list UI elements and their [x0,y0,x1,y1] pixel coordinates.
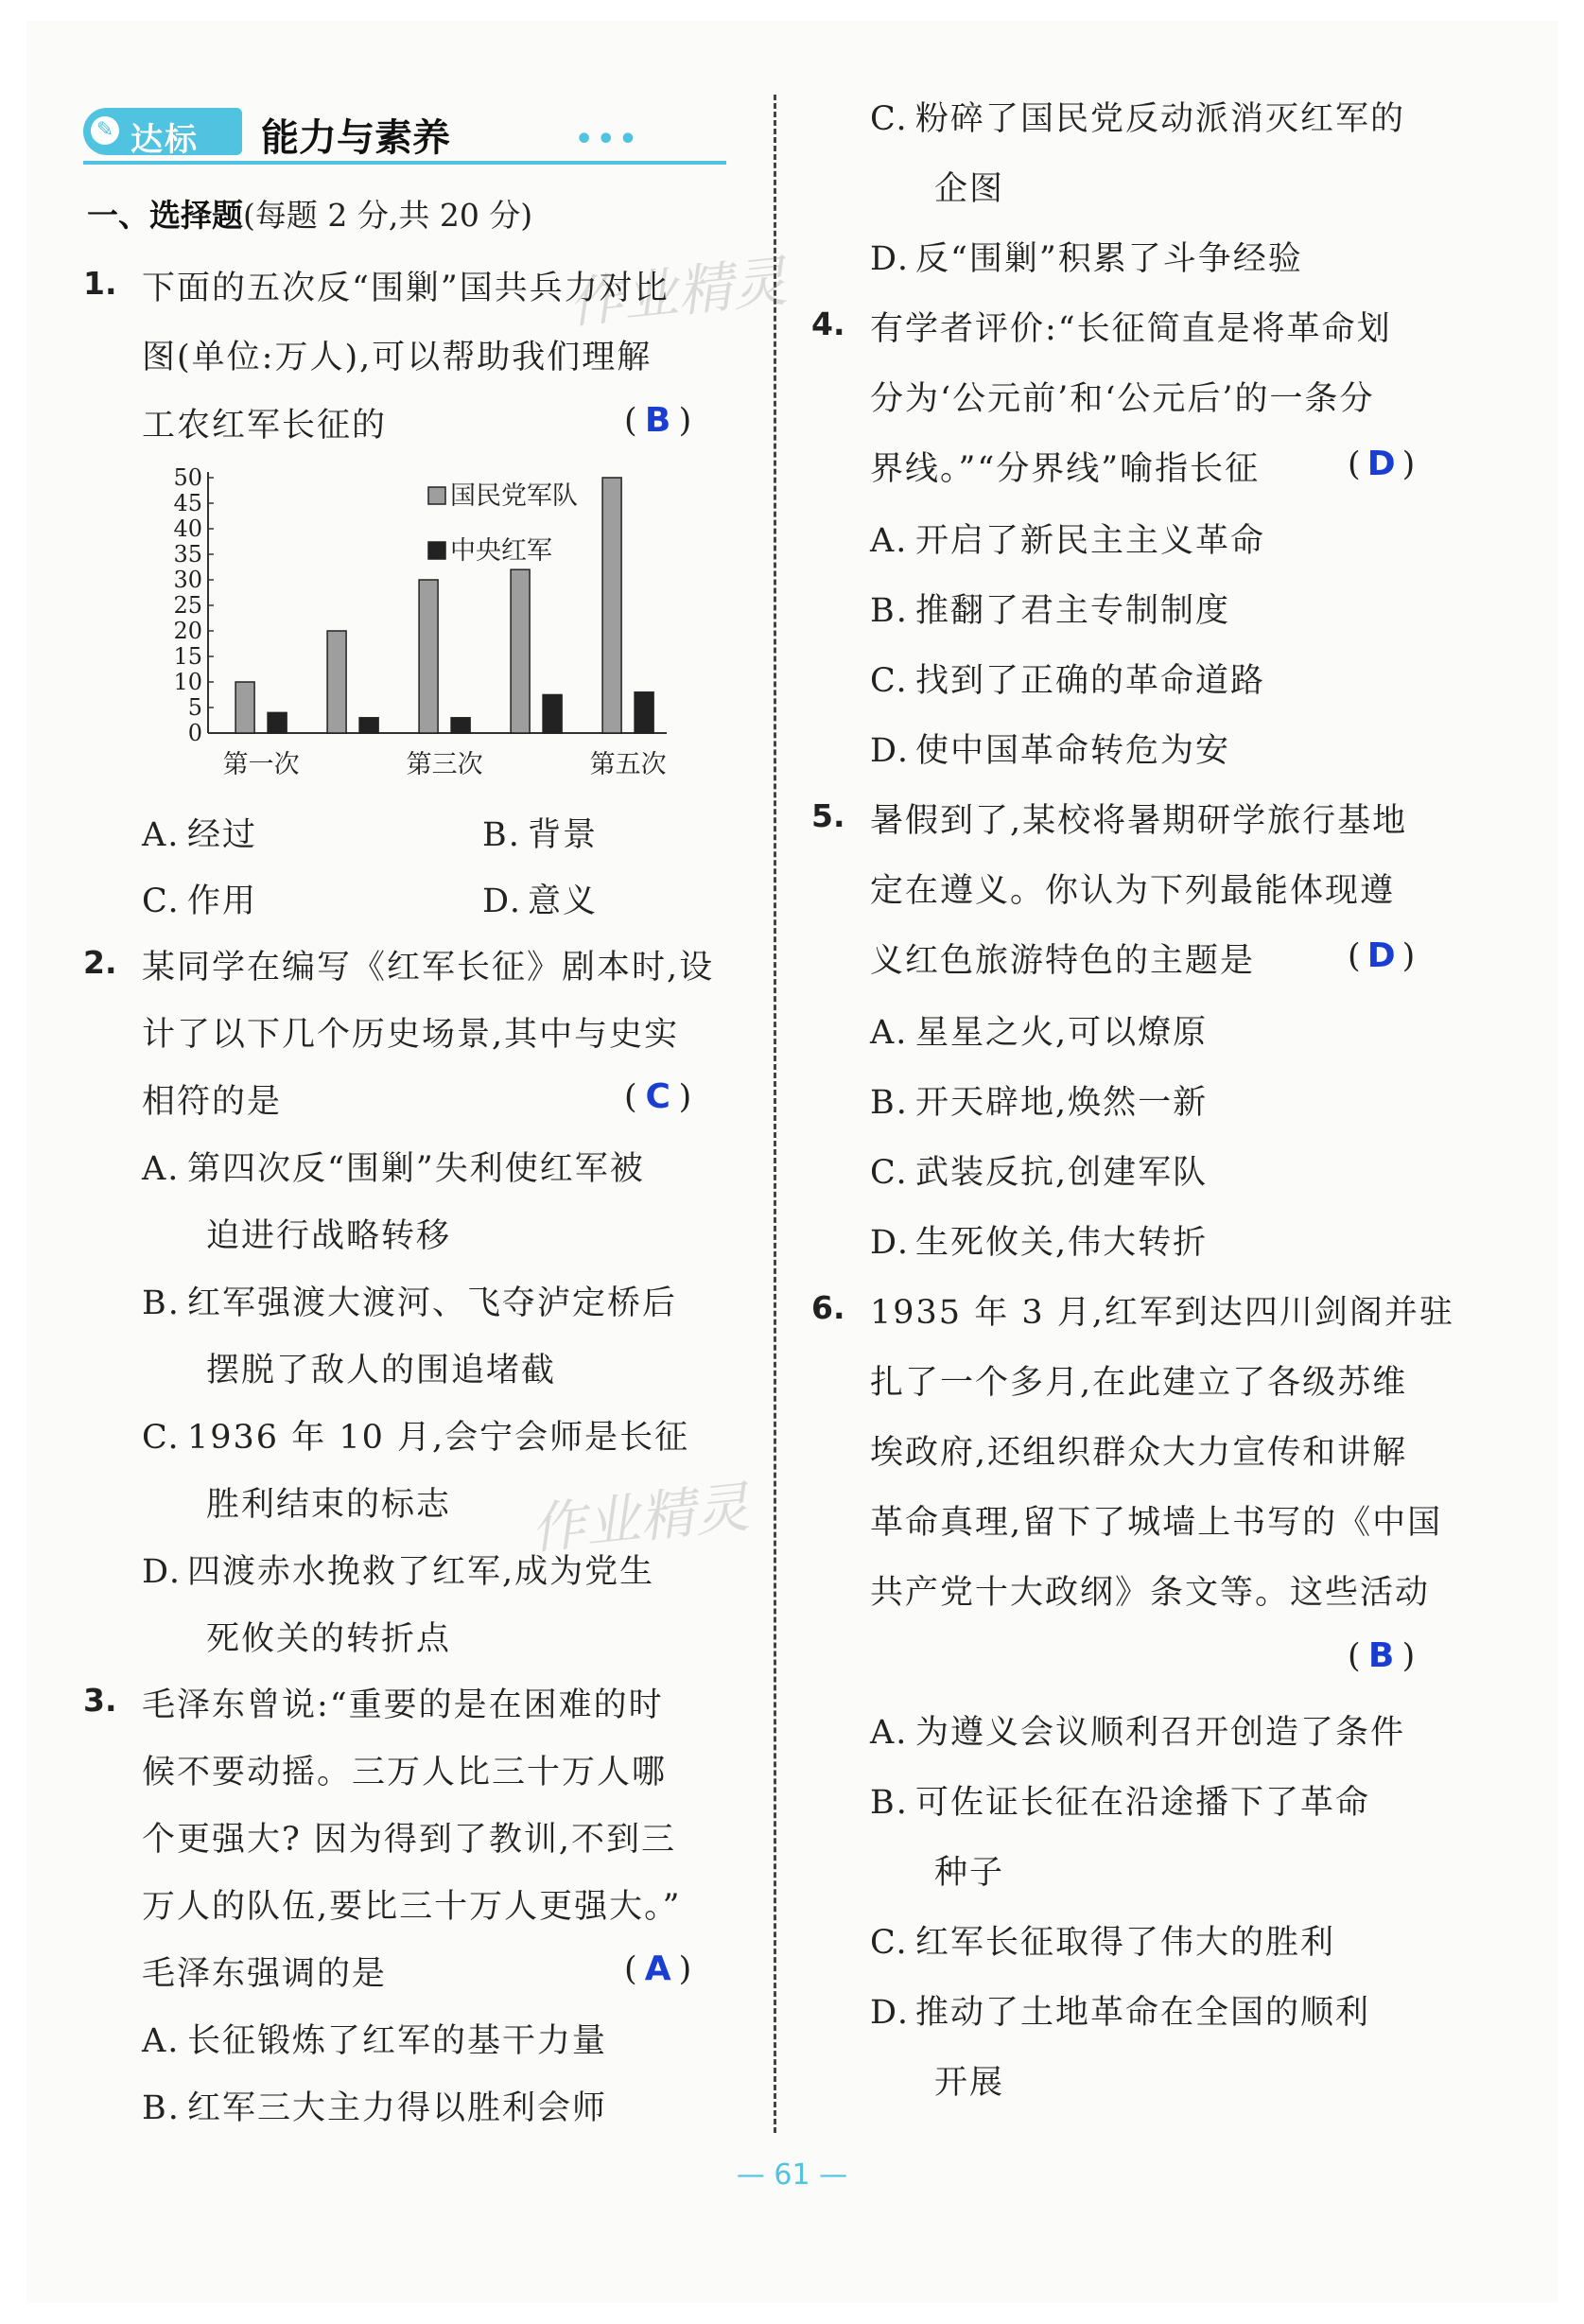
option-d [870,725,1230,772]
section-note: (每题 2 分,共 20 分) [243,197,533,234]
y-tick-label: 5 [187,694,202,721]
option-text: 经过 [187,816,258,854]
question-text: 计了以下几个历史场景,其中与史实 [142,1016,680,1054]
option-text: 反“围剿”积累了斗争经验 [915,240,1303,278]
paren-close: ) [1401,446,1416,483]
option-label: D. [870,1224,910,1262]
option-label: B. [142,2089,181,2127]
page-number: — 61 — [736,2158,848,2192]
option-text: 粉碎了国民党反动派消灭红军的 [915,100,1406,138]
y-tick-label: 35 [173,541,202,568]
answer-value: A [644,1949,671,1988]
option-d [142,1546,654,1593]
question-text: 分为‘公元前’和‘公元后’的一条分 [870,380,1375,418]
option-label: C. [142,882,181,920]
header-dots: ••• [575,123,641,156]
option-c [870,1146,1208,1194]
question-text: 下面的五次反“围剿”国共兵力对比 [142,270,670,307]
answer-value: C [645,1077,670,1116]
pencil-icon: ✎ [91,116,119,145]
option-label: B. [142,1284,181,1322]
option-text: 武装反抗,创建军队 [915,1154,1209,1192]
paren-open: ( [624,1950,637,1988]
option-c [870,1916,1335,1964]
question-text: 万人的队伍,要比三十万人更强大。” [142,1888,682,1926]
question-text: 毛泽东强调的是 [142,1955,388,1993]
bar-red-army [451,718,470,733]
paren-close: ) [678,1078,692,1116]
section-title-text: 一、选择题 [87,197,243,234]
header-badge [83,108,242,159]
option-text: 星星之火,可以燎原 [915,1014,1209,1052]
question-number: 1. [83,265,117,302]
question-number: 5. [811,797,845,834]
paren-close: ) [678,1950,692,1988]
paren-open: ( [1348,446,1361,483]
badge-label: 达标 [131,121,199,159]
bar-kmt [419,580,438,733]
watermark: 作业精灵 [565,249,791,336]
question-text: 个更强大? 因为得到了教训,不到三 [142,1821,677,1859]
option-b [142,1277,677,1324]
option-a [870,1006,1208,1054]
legend-swatch [428,487,445,504]
paren-open: ( [1348,937,1361,975]
question-text: 界线。”“分界线”喻指长征 [870,450,1261,488]
option-label: D. [482,882,522,920]
x-tick-label: 第一次 [222,750,300,779]
bar-kmt [511,569,530,733]
question-text: 埃政府,还组织群众大力宣传和讲解 [870,1434,1408,1472]
question-number: 6. [811,1289,845,1326]
bar-red-army [543,695,562,734]
question-text: 革命真理,留下了城墙上书写的《中国 [870,1504,1443,1542]
option-a [142,2015,607,2062]
option-text: 背景 [528,816,599,854]
troop-comparison-chart [151,459,700,780]
question-text: 扎了一个多月,在此建立了各级苏维 [870,1364,1408,1402]
option-label: D. [870,240,910,278]
option-text: 长征锻炼了红军的基干力量 [187,2022,608,2060]
bar-red-army [635,692,653,733]
option-d [870,1986,1370,2034]
option-text: 找到了正确的革命道路 [915,662,1266,700]
option-label: A. [142,816,181,854]
answer-bracket [624,1077,691,1116]
option-text-cont: 企图 [934,170,1005,208]
option-text: 为遵义会议顺利召开创造了条件 [915,1714,1406,1752]
question-text: 义红色旅游特色的主题是 [870,942,1256,980]
y-tick-label: 15 [173,643,202,670]
option-text: 开天辟地,焕然一新 [915,1084,1209,1122]
option-b [482,809,598,856]
question-text: 图(单位:万人),可以帮助我们理解 [142,339,653,376]
question-text: 某同学在编写《红军长征》剧本时,设 [142,949,715,987]
option-text: 作用 [187,882,258,920]
option-text: 开启了新民主主义革命 [915,522,1266,560]
legend-label: 国民党军队 [450,481,578,511]
option-text-cont: 开展 [934,2064,1005,2102]
header-underline [83,161,726,165]
question-number: 2. [83,944,117,981]
option-label: C. [870,100,909,138]
y-tick-label: 50 [173,464,202,491]
option-label: C. [870,1154,909,1192]
paren-close: ) [1401,937,1416,975]
question-text: 候不要动摇。三万人比三十万人哪 [142,1754,668,1791]
answer-bracket [1348,936,1415,975]
option-label: B. [870,1784,909,1822]
x-tick-label: 第五次 [589,750,667,779]
option-label: A. [142,2022,181,2060]
question-text: 相符的是 [142,1083,283,1121]
bar-red-army [359,718,378,733]
option-b [870,585,1230,632]
question-text: 1935 年 3 月,红军到达四川剑阁并驻 [870,1294,1454,1332]
option-label: A. [870,1014,909,1052]
option-text-cont: 迫进行战略转移 [206,1217,452,1255]
option-text: 第四次反“围剿”失利使红军被 [187,1150,645,1188]
question-text: 暑假到了,某校将暑期研学旅行基地 [870,802,1408,840]
answer-value: D [1366,936,1396,975]
option-text: 四渡赤水挽救了红军,成为党生 [187,1553,655,1591]
option-text: 意义 [528,882,599,920]
legend-swatch [428,542,445,559]
option-text: 推动了土地革命在全国的顺利 [915,1994,1371,2032]
answer-value: B [1367,1636,1395,1675]
paren-close: ) [1401,1637,1416,1675]
question-text: 毛泽东曾说:“重要的是在困难的时 [142,1686,664,1724]
y-tick-label: 0 [187,720,202,746]
question-number: 4. [811,306,845,342]
option-text: 红军长征取得了伟大的胜利 [915,1924,1336,1962]
option-text: 可佐证长征在沿途播下了革命 [915,1784,1371,1822]
option-text: 红军三大主力得以胜利会师 [187,2089,608,2127]
option-b [142,2082,607,2129]
option-text-cont: 种子 [934,1854,1005,1892]
option-label: A. [142,1150,181,1188]
answer-bracket [1348,445,1415,483]
answer-bracket [1348,1636,1415,1675]
column-divider [774,95,776,2133]
option-c [870,93,1405,140]
option-label: D. [142,1553,182,1591]
option-a [142,1143,645,1190]
section-title [87,191,532,236]
option-d [870,233,1303,280]
answer-value: B [644,401,671,440]
header-title: 能力与素养 [261,116,450,160]
option-label: B. [482,816,521,854]
watermark: 作业精灵 [527,1475,753,1562]
option-label: A. [870,522,909,560]
y-tick-label: 25 [173,592,202,619]
option-c [142,1411,689,1459]
question-text: 有学者评价:“长征简直是将革命划 [870,310,1392,348]
option-text: 红军强渡大渡河、飞夺泸定桥后 [187,1284,678,1322]
option-a [142,809,257,856]
option-d [482,875,598,922]
section-header [83,104,726,170]
paren-open: ( [624,402,637,440]
option-label: A. [870,1714,909,1752]
paren-open: ( [1348,1637,1361,1675]
question-text: 工农红军长征的 [142,407,388,445]
option-a [870,515,1265,562]
option-text: 生死攸关,伟大转折 [915,1224,1209,1262]
answer-value: D [1366,445,1396,483]
option-text-cont: 死攸关的转折点 [206,1620,452,1658]
option-label: D. [870,1994,910,2032]
option-label: C. [142,1419,181,1457]
answer-bracket [624,1949,691,1988]
option-text-cont: 胜利结束的标志 [206,1486,452,1524]
y-tick-label: 20 [173,618,202,644]
option-text-cont: 摆脱了敌人的围追堵截 [206,1352,557,1389]
bar-kmt [327,631,346,733]
option-label: C. [870,1924,909,1962]
x-tick-label: 第三次 [406,750,483,779]
paren-open: ( [624,1078,637,1116]
option-label: D. [870,732,910,770]
option-c [870,655,1265,702]
option-c [142,875,257,922]
option-label: C. [870,662,909,700]
bar-red-army [268,712,287,733]
option-b [870,1076,1208,1124]
y-tick-label: 10 [173,669,202,695]
option-text: 推翻了君主专制制度 [915,592,1231,630]
question-number: 3. [83,1682,117,1719]
option-text: 使中国革命转危为安 [915,732,1231,770]
option-a [870,1706,1405,1754]
legend-label: 中央红军 [450,536,552,566]
question-text: 定在遵义。你认为下列最能体现遵 [870,872,1396,910]
y-tick-label: 30 [173,567,202,593]
option-label: B. [870,1084,909,1122]
y-tick-label: 40 [173,515,202,542]
bar-kmt [235,682,254,733]
option-d [870,1216,1208,1264]
option-text: 1936 年 10 月,会宁会师是长征 [187,1419,690,1457]
answer-bracket [624,401,691,440]
y-tick-label: 45 [173,490,202,516]
bar-kmt [602,478,621,733]
option-label: B. [870,592,909,630]
option-b [870,1776,1370,1824]
question-text: 共产党十大政纲》条文等。这些活动 [870,1574,1431,1612]
paren-close: ) [678,402,692,440]
